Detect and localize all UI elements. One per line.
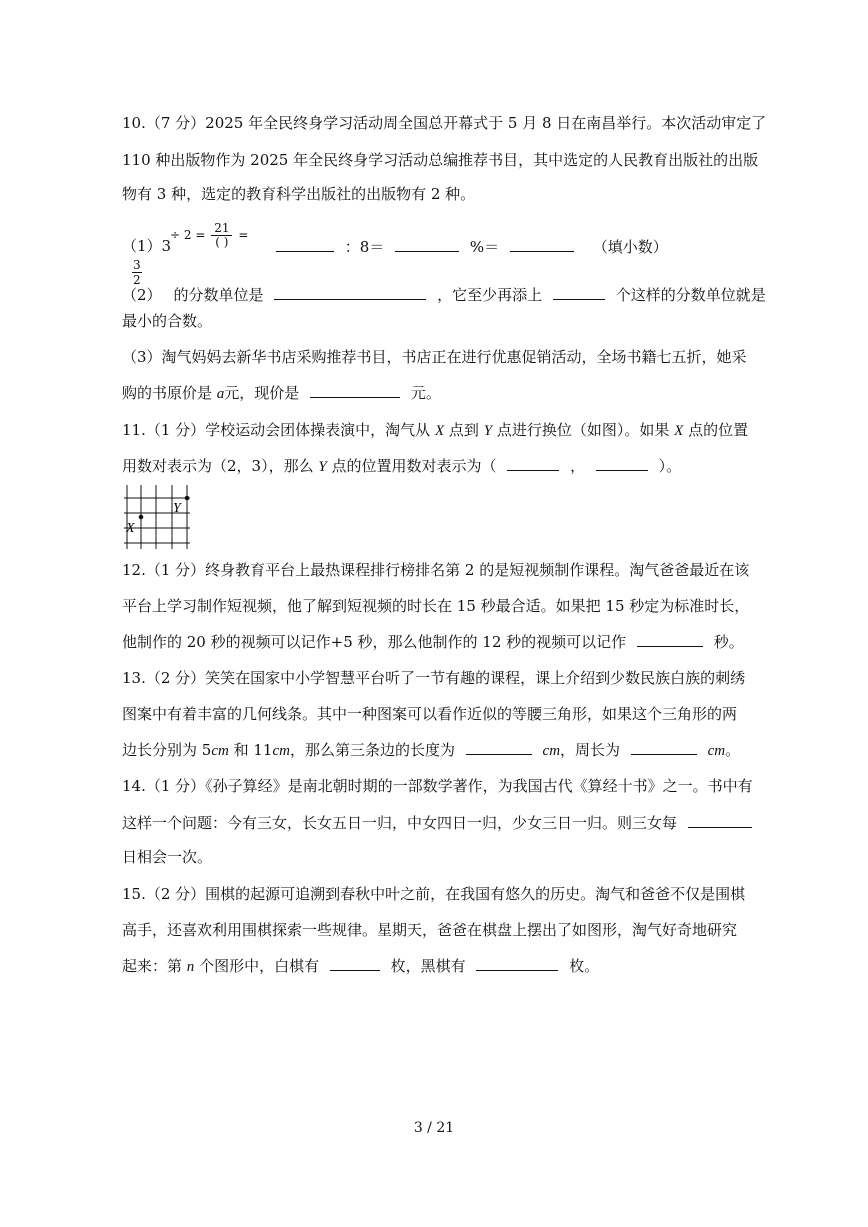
q13-text-d: ，周长为 [560, 741, 621, 759]
q11-text-e: 用数对表示为（2，3），那么 [122, 457, 314, 475]
q13-line-1: 13.（2 分）笑笑在国家中小学智慧平台听了一节有趣的课程，课上介绍到少数民族白族的刺绣 [122, 669, 746, 687]
q10-p1-frac-num: 21 [211, 222, 232, 236]
q13-text-c: ，那么第三条边的长度为 [289, 741, 455, 759]
q11-y-var: Y [483, 423, 493, 439]
q10-p2-cont: 最小的合数。 [122, 312, 213, 330]
q11-text-a: 11.（1 分）学校运动会团体操表演中，淘气从 [122, 421, 431, 439]
q11-text-d: 点的位置 [688, 421, 749, 439]
q12-blank[interactable] [637, 631, 703, 647]
q10-p2-text-b: ，它至少再添上 [437, 286, 543, 304]
q11-grid-figure [122, 483, 192, 551]
q10-p1-blank-2[interactable] [395, 236, 459, 252]
q10-p2-text-c: 个这样的分数单位就是 [615, 286, 766, 304]
q10-part1 [122, 236, 171, 256]
q12-line-3 [122, 631, 744, 652]
q10-p2-fraction [132, 258, 142, 287]
q14-text-a: 这样一个问题：今有三女，长女五日一归，中女四日一归，少女三日一归。则三女每 [122, 814, 678, 832]
q10-p1-blank-1[interactable] [276, 236, 334, 252]
q12-text-a: 他制作的 20 秒的视频可以记作+5 秒，那么他制作的 12 秒的视频可以记作 [122, 633, 627, 651]
q10-p3-line-1: （3）淘气妈妈去新华书店采购推荐书目，书店正在进行优惠促销活动，全场书籍七五折，她采 [122, 348, 747, 366]
q15-line-3 [122, 955, 599, 977]
q15-line-2: 高手，还喜欢利用围棋探索一些规律。星期天，爸爸在棋盘上摆出了如图形，淘气好奇地研究 [122, 921, 738, 939]
q10-p1-eq: = [238, 228, 249, 242]
q11-comma: ， [570, 457, 586, 475]
q13-line-2: 图案中有着丰富的几何线条。其中一种图案可以看作近似的等腰三角形，如果这个三角形的两 [122, 705, 738, 723]
q11-x-var: X [434, 423, 445, 439]
q10-line-1: 10.（7 分）2025 年全民终身学习活动周全国总开幕式于 5 月 8 日在南昌举行。本次活动审定了 [122, 114, 767, 132]
q12-line-1: 12.（1 分）终身教育平台上最热课程排行榜排名第 2 的是短视频制作课程。淘气爸爸最近在该 [122, 561, 750, 579]
q13-unit-2: cm [272, 743, 290, 759]
q10-p1-note: （填小数） [592, 238, 668, 256]
q10-p2-frac-num: 3 [133, 258, 141, 272]
q10-p3-line-2 [122, 382, 441, 404]
q15-var-n: n [186, 959, 195, 975]
q14-line-2 [122, 812, 758, 833]
q10-line-3: 物有 3 种，选定的教育科学出版社的出版物有 2 种。 [122, 185, 476, 203]
q13-unit-1: cm [211, 743, 229, 759]
q13-text-e: 。 [725, 741, 741, 759]
q10-p1-colon8: ：8＝ [344, 238, 385, 256]
q13-line-3 [122, 739, 740, 761]
q10-p2-text-a: 的分数单位是 [173, 286, 264, 304]
q11-point-y [185, 496, 190, 501]
q10-part2 [122, 284, 766, 305]
q11-blank-2[interactable] [596, 455, 648, 471]
q10-p1-whole: 3 [161, 237, 172, 255]
q10-p3-text-a: 购的书原价是 [122, 384, 213, 402]
q10-p2-label: （2） [122, 286, 162, 304]
q13-blank-1[interactable] [466, 739, 532, 755]
q10-p2-frac-den: 2 [133, 273, 141, 287]
q10-p1-blanks [270, 236, 668, 257]
q15-text-d: 枚。 [569, 957, 600, 975]
q13-unit-3: cm [542, 743, 561, 759]
q11-y-var-2: Y [318, 459, 327, 475]
q10-p1-pct: %＝ [469, 238, 500, 256]
q15-blank-1[interactable] [330, 955, 380, 971]
q10-p3-text-b: 元，现价是 [224, 384, 300, 402]
q15-text-b: 个图形中，白棋有 [199, 957, 320, 975]
q11-grid-y-label: Y [173, 501, 181, 516]
q10-p1-blank-3[interactable] [510, 236, 574, 252]
q10-p3-var: a [216, 386, 225, 402]
q11-line-2 [122, 455, 681, 477]
q15-text-c: 枚，黑棋有 [390, 957, 466, 975]
q11-text-f: 点的位置用数对表示为（ [331, 457, 497, 475]
q10-p1-fraction [211, 222, 232, 249]
q10-p2-blank-1[interactable] [274, 284, 426, 300]
q10-p3-text-c: 元。 [410, 384, 441, 402]
q11-text-c: 点进行换位（如图）。如果 [496, 421, 670, 439]
q10-p1-div: ÷ 2 = [170, 228, 206, 242]
q12-text-b: 秒。 [713, 633, 744, 651]
q10-p1-frac-den: ( ) [215, 235, 229, 249]
q12-line-2: 平台上学习制作短视频，他了解到短视频的时长在 15 秒最合适。如果把 15 秒定为标准时长， [122, 597, 750, 615]
q15-line-1: 15.（2 分）围棋的起源可追溯到春秋中叶之前，在我国有悠久的历史。淘气和爸爸不仅是围棋 [122, 885, 746, 903]
q11-x-var-2: X [674, 423, 684, 439]
q14-blank[interactable] [688, 812, 752, 828]
q11-point-x [139, 515, 144, 520]
q11-text-b: 点到 [448, 421, 479, 439]
q13-text-a: 边长分别为 5 [122, 741, 212, 759]
q10-p1-expr [170, 222, 248, 249]
page-number: 3 / 21 [413, 1120, 455, 1136]
q13-unit-4: cm [707, 743, 726, 759]
q10-line-2: 110 种出版物作为 2025 年全民终身学习活动总编推荐书目，其中选定的人民教育出版社的出版 [122, 151, 759, 169]
q15-blank-2[interactable] [476, 955, 558, 971]
q13-text-b: 和 11 [233, 741, 273, 759]
q15-text-a: 起来：第 [122, 957, 183, 975]
q10-p3-blank[interactable] [310, 382, 400, 398]
q11-blank-1[interactable] [507, 455, 559, 471]
q11-text-g: ）。 [658, 457, 682, 475]
q14-line-3: 日相会一次。 [122, 848, 213, 866]
q11-line-1 [122, 420, 748, 441]
q10-p2-blank-2[interactable] [553, 284, 605, 300]
q11-grid-x-label: X [126, 521, 135, 536]
q14-line-1: 14.（1 分）《孙子算经》是南北朝时期的一部数学著作，为我国古代《算经十书》之一。书中有 [122, 777, 753, 795]
q10-p1-label: （1） [122, 237, 162, 255]
q13-blank-2[interactable] [631, 739, 697, 755]
